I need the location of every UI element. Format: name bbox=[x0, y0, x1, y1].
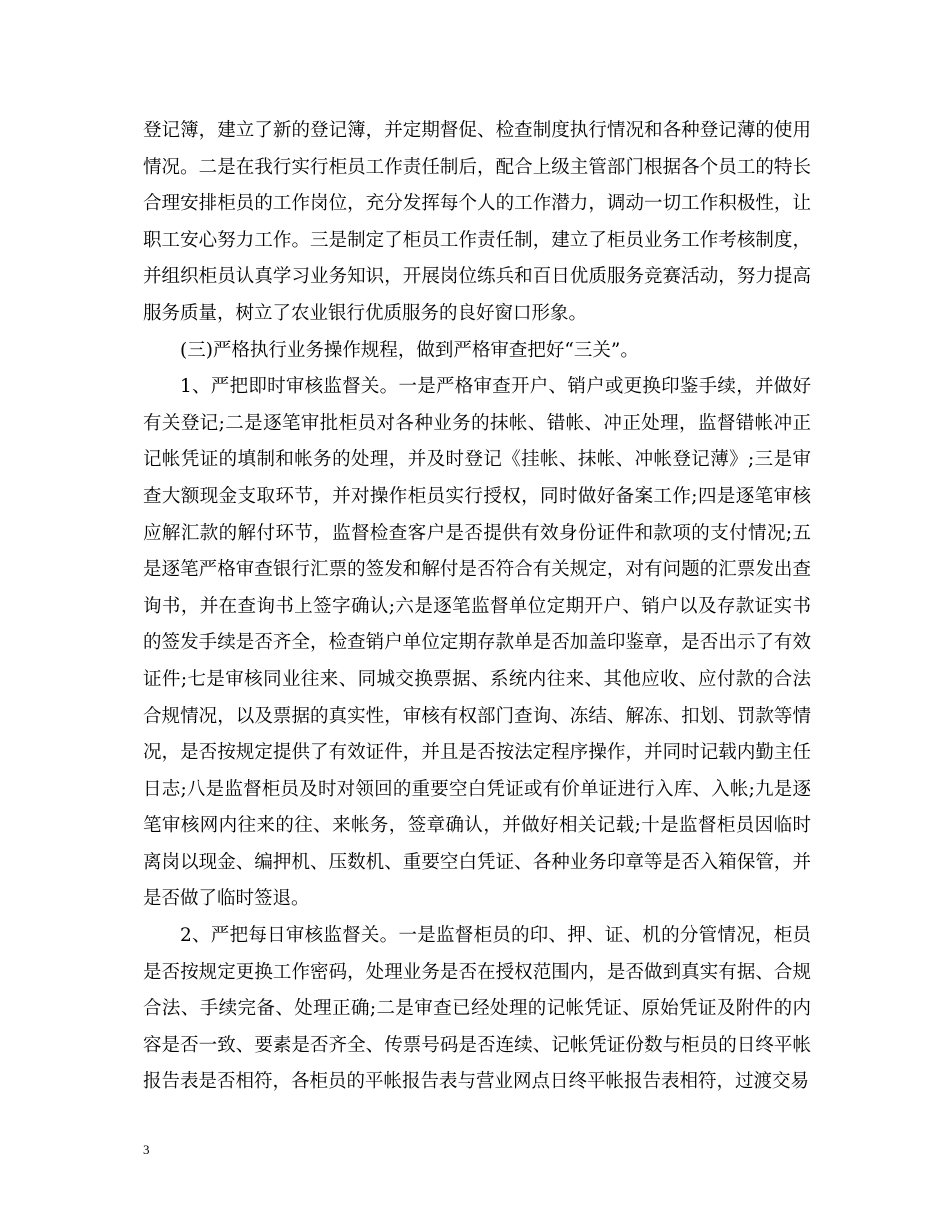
paragraph-item-1: 1、严把即时审核监督关。一是严格审查开户、销户或更换印鉴手续，并做好有关登记;二是逐笔审批柜员对各种业务的抹帐、错帐、冲正处理，监督错帐冲正记帐凭证的填制和帐务的处理，并及时登记《挂帐、抹帐、冲帐登记薄》;三是审查大额现金支取环节，并对操作柜员实行授权，同时做好备案工作;四是逐笔审核应解汇款的解付环节，监督检查客户是否提供有效身份证件和款项的支付情况;五是逐笔严格审查银行汇票的签发和解付是否符合有关规定，对有问题的汇票发出查询书，并在查询书上签字确认;六是逐笔监督单位定期开户、销户以及存款证实书的签发手续是否齐全，检查销户单位定期存款单是否加盖印鉴章，是否出示了有效证件;七是审核同业往来、同城交换票据、系统内往来、其他应收、应付款的合法合规情况，以及票据的真实性，审核有权部门查询、冻结、解冻、扣划、罚款等情况，是否按规定提供了有效证件，并且是否按法定程序操作，并同时记载内勤主任日志;八是监督柜员及时对领回的重要空白凭证或有价单证进行入库、入帐;九是逐笔审核网内往来的往、来帐务，签章确认，并做好相关记载;十是监督柜员因临时离岗以现金、编押机、压数机、重要空白凭证、各种业务印章等是否入箱保管，并是否做了临时签退。 bbox=[143, 376, 811, 910]
paragraph-item-2: 2、严把每日审核监督关。一是监督柜员的印、押、证、机的分管情况，柜员是否按规定更换工作密码，处理业务是否在授权范围内，是否做到真实有据、合规合法、手续完备、处理正确;二是审查已经处理的记帐凭证、原始凭证及附件的内容是否一致、要素是否齐全、传票号码是否连续、记帐凭证份数与柜员的日终平帐报告表是否相符，各柜员的平帐报告表与营业网点日终平帐报告表相符，过渡交易 bbox=[143, 925, 811, 1093]
section-heading-3: (三)严格执行业务操作规程，做到严格审查把好“三关”。 bbox=[180, 339, 639, 361]
paragraph-1: 登记簿，建立了新的登记簿，并定期督促、检查制度执行情况和各种登记薄的使用情况。二是在我行实行柜员工作责任制后，配合上级主管部门根据各个员工的特长合理安排柜员的工作岗位，充分发挥每个人的工作潜力，调动一切工作积极性，让职工安心努力工作。三是制定了柜员工作责任制，建立了柜员业务工作考核制度，并组织柜员认真学习业务知识，开展岗位练兵和百日优质服务竞赛活动，努力提高服务质量，树立了农业银行优质服务的良好窗口形象。 bbox=[143, 120, 811, 324]
document-body bbox=[143, 113, 811, 1101]
page-number: 3 bbox=[143, 1142, 150, 1157]
